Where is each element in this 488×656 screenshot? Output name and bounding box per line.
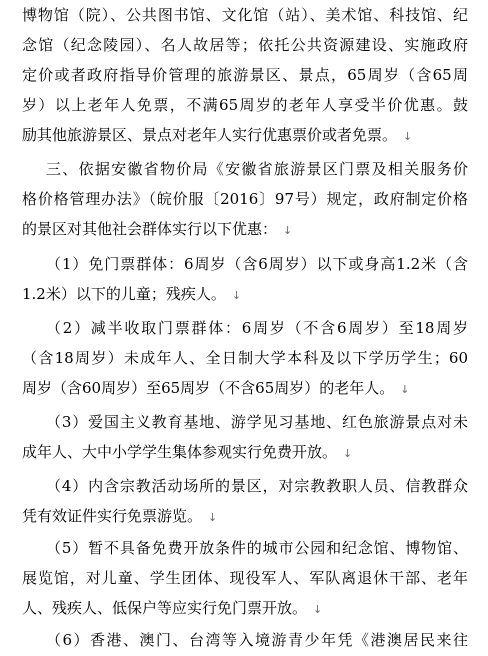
text-line: （2）减半收取门票群体：6周岁（不含6周岁）至18周岁	[46, 319, 468, 337]
text-line: 岁）以上老年人免票，不满65周岁的老年人享受半价优惠。鼓	[22, 96, 468, 114]
text-line: （3）爱国主义教育基地、游学见习基地、红色旅游景点对未	[46, 413, 468, 431]
text-line	[22, 376, 468, 400]
text-line: 三、依据安徽省物价局《安徽省旅游景区门票及相关服务价	[46, 160, 468, 178]
line-text: 人、残疾人、低保户等应实行免门票开放。	[22, 599, 308, 617]
text-line: （1）免门票群体：6周岁（含6周岁）以下或身高1.2米（含	[46, 255, 468, 273]
line-text: 1.2米）以下的儿童；残疾人。	[22, 285, 226, 303]
paragraph-return-icon: ↓	[313, 603, 323, 616]
text-line: （4）内含宗教活动场所的景区，对宗教教职人员、信教群众	[46, 477, 468, 495]
paragraph-return-icon: ↓	[343, 447, 353, 460]
text-line: （6）香港、澳门、台湾等入境游青少年凭《港澳居民来往	[46, 631, 468, 649]
text-line: 展览馆，对儿童、学生团体、现役军人、军队离退休干部、老年	[22, 569, 468, 587]
line-text: 的景区对其他社会群体实行以下优惠：	[22, 220, 278, 238]
paragraph-return-icon: ↓	[400, 383, 410, 396]
text-line: 定价或者政府指导价管理的旅游景区、景点，65周岁（含65周	[22, 66, 468, 84]
line-text: 凭有效证件实行免票游览。	[22, 507, 203, 525]
text-line: 博物馆（院）、公共图书馆、文化馆（站）、美术馆、科技馆、纪	[22, 6, 468, 24]
paragraph-return-icon: ↓	[403, 130, 413, 143]
text-line	[22, 596, 468, 620]
text-line	[22, 282, 468, 306]
text-line: 念馆（纪念陵园）、名人故居等；依托公共资源建设、实施政府	[22, 36, 468, 54]
text-line: （含18周岁）未成年人、全日制大学本科及以下学历学生；60	[22, 349, 468, 367]
paragraph-return-icon: ↓	[231, 289, 242, 302]
paragraph-return-icon: ↓	[283, 224, 293, 237]
text-line: 格价格管理办法》（皖价服〔2016〕97号）规定，政府制定价格	[22, 190, 468, 208]
text-line	[22, 440, 468, 464]
line-text: 励其他旅游景区、景点对老年人实行优惠票价或者免票。	[22, 126, 398, 144]
text-line: （5）暂不具备免费开放条件的城市公园和纪念馆、博物馆、	[46, 539, 468, 557]
text-line	[22, 217, 468, 241]
line-text: 周岁（含60周岁）至65周岁（不含65周岁）的老年人。	[22, 379, 395, 397]
line-text: 成年人、大中小学学生集体参观实行免费开放。	[22, 443, 338, 461]
text-line	[22, 504, 468, 528]
paragraph-return-icon: ↓	[208, 511, 218, 524]
text-line	[22, 123, 468, 147]
